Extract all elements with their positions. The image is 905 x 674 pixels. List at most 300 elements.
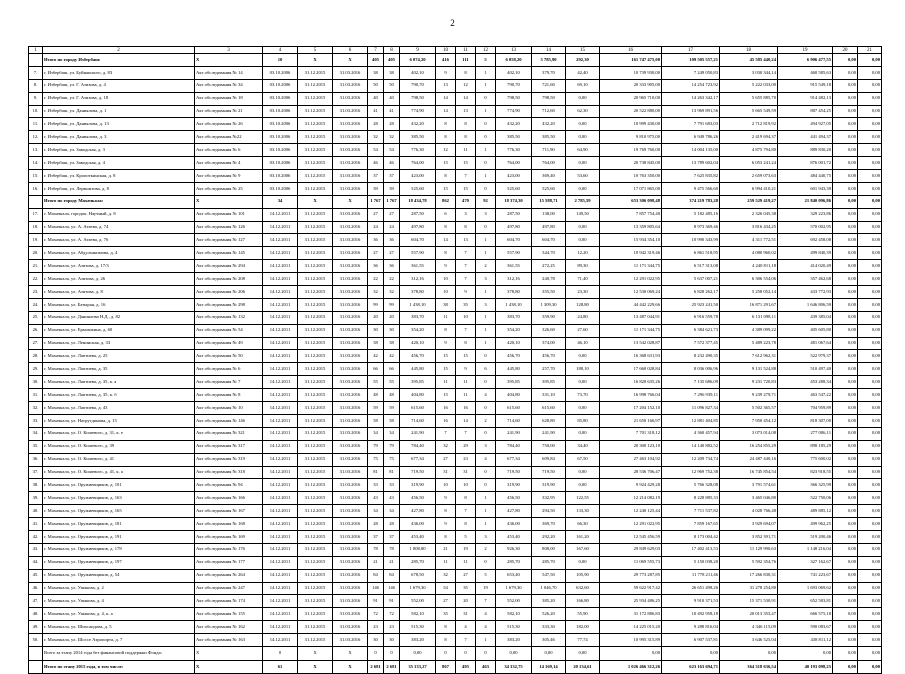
table-cell: 604,70 xyxy=(496,234,532,247)
table-cell: 36 xyxy=(384,234,400,247)
table-cell: 3 073 014,08 xyxy=(720,427,778,440)
table-cell: 31.12.2015 xyxy=(298,582,333,595)
table-cell: 14 225 015,20 xyxy=(600,621,662,634)
table-cell: 31.03.2016 xyxy=(333,208,368,221)
table-row xyxy=(29,376,882,389)
table-row xyxy=(29,311,882,324)
table-cell: 5 637 007,21 xyxy=(662,273,720,286)
table-cell: 133,30 xyxy=(566,505,600,518)
table-cell: 15 xyxy=(456,157,476,170)
table-cell: 31.03.2016 xyxy=(333,298,368,311)
table-cell: 4 xyxy=(476,608,496,621)
table-cell: 395,85 xyxy=(496,376,532,389)
table-cell: 4 xyxy=(476,389,496,402)
table-cell: 0,00 xyxy=(858,144,882,157)
table-cell: г. Махачкала, ул. О. Кошевого, д. 31, к. е xyxy=(43,427,195,440)
table-cell: 0,00 xyxy=(858,298,882,311)
table-cell: 14 xyxy=(456,92,476,105)
table-cell: 570 002,95 xyxy=(778,221,833,234)
table-cell: 552,00 xyxy=(496,595,532,608)
table-cell: г. Избербаш, ул. Буйнакского, д. 83 xyxy=(43,66,195,79)
table-cell: 35 xyxy=(456,582,476,595)
table-cell: 11 069 555,73 xyxy=(600,556,662,569)
table-cell: 0 xyxy=(368,646,384,660)
table-cell: 0,00 xyxy=(566,466,600,479)
table-cell: 14.12.2011 xyxy=(263,492,298,505)
table-cell: 3 791 574,61 xyxy=(720,479,778,492)
table-cell: 31 xyxy=(456,466,476,479)
table-cell: 14.12.2011 xyxy=(263,569,298,582)
table-cell: 1 646 806,59 xyxy=(778,298,833,311)
table-row xyxy=(29,105,882,118)
table-cell: Акт обследования № 162 xyxy=(195,621,263,634)
table-cell: 14.12.2011 xyxy=(263,608,298,621)
table-cell: г. Махачкала, ул. Абдулхакимова, д. 4 xyxy=(43,247,195,260)
table-cell: 5 766 328,08 xyxy=(662,479,720,492)
table-cell: 99 xyxy=(384,298,400,311)
table-cell: 1 xyxy=(476,144,496,157)
table-cell: 59 xyxy=(384,402,400,415)
table-cell: 326,60 xyxy=(532,324,566,337)
table-cell: г. Махачкала, ул. Ушакова, д. 2 xyxy=(43,582,195,595)
table-cell: 0,00 xyxy=(833,66,858,79)
table-cell: Акт обследования № 4 xyxy=(195,157,263,170)
table-cell: 9 xyxy=(436,337,456,350)
table-cell: 14.12.2011 xyxy=(263,479,298,492)
table-cell: 13 xyxy=(456,105,476,118)
table-cell: 11 xyxy=(436,556,456,569)
table-cell: 3 xyxy=(456,208,476,221)
table-cell: 628,80 xyxy=(532,414,566,427)
table-cell: 91 xyxy=(368,595,384,608)
table-cell: 5 182 485,16 xyxy=(662,208,720,221)
table-row xyxy=(29,440,882,453)
table-cell: 510 497,40 xyxy=(778,363,833,376)
table-cell: 420,10 xyxy=(400,337,436,350)
table-cell: 28 536 706,47 xyxy=(600,466,662,479)
table-cell: 615,60 xyxy=(400,402,436,415)
table-cell: 92 xyxy=(476,195,496,208)
table-cell: 361,55 xyxy=(400,260,436,273)
table-cell: 7 xyxy=(456,634,476,647)
table-cell: 7 711 537,82 xyxy=(662,505,720,518)
column-number-header xyxy=(29,47,882,54)
table-row xyxy=(29,157,882,170)
table-cell: 8 xyxy=(456,518,476,531)
table-cell: 402,10 xyxy=(400,66,436,79)
table-cell: 359,90 xyxy=(532,311,566,324)
table-cell: 0,00 xyxy=(833,260,858,273)
table-cell: 03.10.2006 xyxy=(263,92,298,105)
table-cell: 436,00 xyxy=(400,518,436,531)
table-cell: 240,78 xyxy=(532,273,566,286)
table-cell: 463 547,22 xyxy=(778,389,833,402)
table-cell: 14 xyxy=(436,234,456,247)
table-cell: г. Махачкала, ул. Оружиевщиков, д. 101 xyxy=(43,479,195,492)
table-cell: 35 133,27 xyxy=(400,660,436,673)
table-cell: 714,60 xyxy=(496,414,532,427)
table-cell: 12 214 082,19 xyxy=(600,492,662,505)
table-cell: 31.12.2015 xyxy=(298,453,333,466)
table-cell: 149,50 xyxy=(566,208,600,221)
table-cell: 41. xyxy=(29,518,43,531)
table-cell: 439 385,04 xyxy=(778,311,833,324)
table-cell: X xyxy=(298,54,333,67)
table-cell: 14 169,14 xyxy=(532,660,566,673)
table-cell: 557,90 xyxy=(496,247,532,260)
table-cell: 48 xyxy=(368,389,384,402)
table-cell: 0,00 xyxy=(833,195,858,208)
table-cell: 1 693 069,62 xyxy=(778,582,833,595)
table-cell: 14.12.2011 xyxy=(263,453,298,466)
table-cell: 14 004 135,00 xyxy=(662,144,720,157)
table-cell: 1 679,30 xyxy=(496,582,532,595)
table-cell: г. Махачкала, ул. Оружиевщиков, д. 181 xyxy=(43,518,195,531)
table-cell: 128,80 xyxy=(566,298,600,311)
table-cell: 89,30 xyxy=(566,260,600,273)
table-cell: 3 xyxy=(476,530,496,543)
table-cell: г. Махачкала, ул. Ушакова, д. 4, к. а xyxy=(43,608,195,621)
table-cell: 31.03.2016 xyxy=(333,105,368,118)
table-cell: 9 xyxy=(456,363,476,376)
table-cell: 5 785,90 xyxy=(532,54,566,67)
table-cell: Итого по городу Избербаш: xyxy=(43,54,195,67)
table-cell: 23. xyxy=(29,286,43,299)
table-cell: 15 371 530,91 xyxy=(720,595,778,608)
table-cell: 22 xyxy=(368,273,384,286)
table-cell: 385,50 xyxy=(532,131,566,144)
table-cell: 327 162,67 xyxy=(778,556,833,569)
table-cell: 547,50 xyxy=(532,569,566,582)
table-cell: 456,50 xyxy=(496,492,532,505)
table-cell: 79 xyxy=(384,440,400,453)
table-cell: 369,70 xyxy=(532,518,566,531)
table-cell: Акт обследования № 101 xyxy=(195,208,263,221)
table-cell: 0,00 xyxy=(833,182,858,195)
table-cell: 0 xyxy=(476,402,496,415)
table-cell: 14.12.2011 xyxy=(263,311,298,324)
table-cell: 0,00 xyxy=(833,131,858,144)
table-cell: 383,70 xyxy=(400,311,436,324)
table-cell: 0,00 xyxy=(566,157,600,170)
table-cell: Акт обследования № 206 xyxy=(195,286,263,299)
table-cell: г. Махачкала, ул. Азизова, д. 26 xyxy=(43,273,195,286)
table-cell: 2 681 xyxy=(368,660,384,673)
table-cell: 7 xyxy=(456,170,476,183)
column-number: 13 xyxy=(496,47,532,54)
table-cell: 55,90 xyxy=(566,608,600,621)
table-cell: 557,90 xyxy=(400,247,436,260)
table-cell: 30 xyxy=(368,324,384,337)
table-cell: 8 xyxy=(436,621,456,634)
table-cell: 4 xyxy=(476,621,496,634)
table-cell: 287,50 xyxy=(400,208,436,221)
table-cell: 53,60 xyxy=(566,170,600,183)
table-cell: 32 xyxy=(436,569,456,582)
table-cell: 0,00 xyxy=(833,79,858,92)
column-number: 6 xyxy=(333,47,368,54)
table-cell: 0,00 xyxy=(858,505,882,518)
table-cell: 20 xyxy=(456,595,476,608)
table-cell: Акт обследования № 8 xyxy=(195,389,263,402)
table-cell: 652 583,81 xyxy=(778,595,833,608)
table-cell: 525,60 xyxy=(400,182,436,195)
table-cell: Акт обследования № 10 xyxy=(195,402,263,415)
table-cell: 6 861 518,95 xyxy=(662,247,720,260)
table-cell: 35 xyxy=(456,298,476,311)
table-cell: Акт обследования № 166 xyxy=(195,492,263,505)
table-cell: 10 492 958,18 xyxy=(662,608,720,621)
table-cell: Акт обследования № 145 xyxy=(195,247,263,260)
table-cell: г. Махачкала, ул. А. Атаева, д. 74 xyxy=(43,221,195,234)
table-cell: 0,00 xyxy=(858,92,882,105)
table-cell: 3 929 694,07 xyxy=(720,518,778,531)
table-cell: 0,00 xyxy=(858,543,882,556)
table-cell: г. Махачкала, ул. Даниялова Н.Д., д. 82 xyxy=(43,311,195,324)
table-cell: 105,90 xyxy=(566,569,600,582)
table-cell: 2 712 819,92 xyxy=(720,118,778,131)
table-cell: 344,70 xyxy=(532,247,566,260)
table-cell: 27 xyxy=(384,208,400,221)
table-cell: 31.12.2015 xyxy=(298,298,333,311)
table-cell: 31.03.2016 xyxy=(333,337,368,350)
table-cell: 0,00 xyxy=(858,466,882,479)
table-cell: 889 830,20 xyxy=(778,144,833,157)
table-cell: 62,30 xyxy=(566,105,600,118)
table-cell: 9 xyxy=(436,492,456,505)
table-cell: 405 xyxy=(384,54,400,67)
table-cell: 764,00 xyxy=(532,157,566,170)
table-cell: 31.03.2016 xyxy=(333,234,368,247)
table-cell: 8 036 006,96 xyxy=(662,363,720,376)
table-cell: 818 307,00 xyxy=(778,414,833,427)
table-cell: 31.12.2015 xyxy=(298,479,333,492)
table-cell: Акт обследования № 208 xyxy=(195,273,263,286)
table-cell: 704 959,89 xyxy=(778,402,833,415)
table-cell: 9 xyxy=(436,260,456,273)
table-cell: 9 810 975,00 xyxy=(600,131,662,144)
table-cell: 427,80 xyxy=(496,505,532,518)
table-cell: 37. xyxy=(29,466,43,479)
table-cell: 40. xyxy=(29,505,43,518)
table-cell: 27 xyxy=(456,569,476,582)
table-cell: 4 875 794,80 xyxy=(720,144,778,157)
table-cell: 24 xyxy=(384,221,400,234)
table-cell: 14.12.2011 xyxy=(263,621,298,634)
table-cell: Итого по городу Махачкала: xyxy=(43,195,195,208)
table-cell: 16 871 291,67 xyxy=(720,298,778,311)
table-cell: 14.12.2011 xyxy=(263,273,298,286)
table-cell: 17 402 413,53 xyxy=(662,543,720,556)
table-cell: 366 325,99 xyxy=(778,479,833,492)
table-cell: 31.12.2015 xyxy=(298,182,333,195)
table-cell: 42 xyxy=(368,350,384,363)
table-cell: 31.12.2015 xyxy=(298,273,333,286)
table-cell: 0,00 xyxy=(858,569,882,582)
table-cell: г. Махачкала, ул. Азизова, д. 17/3 xyxy=(43,260,195,273)
table-cell: 0,00 xyxy=(858,54,882,67)
table-cell: 0,00 xyxy=(778,646,833,660)
table-cell: 8 xyxy=(436,131,456,144)
table-cell: 99 xyxy=(368,298,384,311)
table-row xyxy=(29,79,882,92)
table-cell: 0,00 xyxy=(858,118,882,131)
table-cell: 2 419 694,37 xyxy=(720,131,778,144)
table-row xyxy=(29,273,882,286)
table-cell: 402,10 xyxy=(496,66,532,79)
table-cell: 50 xyxy=(368,79,384,92)
table-cell: 357 462,68 xyxy=(778,273,833,286)
table-cell: 5 592 354,76 xyxy=(720,556,778,569)
table-cell: 39. xyxy=(29,492,43,505)
table-cell: 0,00 xyxy=(833,350,858,363)
table-cell: 319,90 xyxy=(496,479,532,492)
table-cell: 0,00 xyxy=(858,260,882,273)
table-cell: 9 xyxy=(436,518,456,531)
table-cell: 1 767 xyxy=(384,195,400,208)
table-cell: 31.12.2015 xyxy=(298,389,333,402)
table-cell: 5 150 038,20 xyxy=(662,556,720,569)
table-cell: 522 979,37 xyxy=(778,350,833,363)
table-cell: 27. xyxy=(29,337,43,350)
table-cell: 9 910 371,53 xyxy=(662,595,720,608)
table-cell: 20. xyxy=(29,247,43,260)
table-cell: 32 xyxy=(384,131,400,144)
table-cell: 20 333 905,00 xyxy=(600,79,662,92)
table-cell: 12 xyxy=(456,79,476,92)
table-cell: 24 487 440,16 xyxy=(720,453,778,466)
table-cell: 2 659 073,63 xyxy=(720,170,778,183)
table-cell: 31.12.2015 xyxy=(298,66,333,79)
table-cell: Акт обследования № 25 xyxy=(195,182,263,195)
table-cell: 10 942 319,46 xyxy=(600,247,662,260)
table-cell: 29 xyxy=(456,440,476,453)
table-cell: 481 067,64 xyxy=(778,337,833,350)
table-cell: 374 219 783,28 xyxy=(662,195,720,208)
table-cell: 2 xyxy=(476,260,496,273)
table-cell: 5 489 223,78 xyxy=(720,337,778,350)
table-cell: 37 xyxy=(368,530,384,543)
table-cell: 58 xyxy=(384,414,400,427)
total-row xyxy=(29,54,882,67)
table-row xyxy=(29,543,882,556)
table-cell: 0,00 xyxy=(833,530,858,543)
table-cell: 355,50 xyxy=(532,286,566,299)
table-cell: 7 701 318,12 xyxy=(600,427,662,440)
table-cell: 16 xyxy=(436,402,456,415)
table-cell: 798,50 xyxy=(532,92,566,105)
table-cell: 24 xyxy=(368,221,384,234)
table-cell: 0,00 xyxy=(833,376,858,389)
table-cell: 0,00 xyxy=(833,427,858,440)
table-cell: 0 xyxy=(456,646,476,660)
table-cell: 3 xyxy=(476,208,496,221)
table-cell: 13 487 044,91 xyxy=(600,311,662,324)
table-cell: Акт обследования № 321 xyxy=(195,427,263,440)
table-cell: 0,00 xyxy=(600,646,662,660)
table-cell: Акт обследования № 14 xyxy=(195,66,263,79)
table-cell: 721,60 xyxy=(532,79,566,92)
table-cell: 5 655 885,70 xyxy=(720,92,778,105)
table-cell: 46 xyxy=(368,157,384,170)
table-cell: 31.12.2015 xyxy=(298,402,333,415)
table-cell: 31.12.2015 xyxy=(298,414,333,427)
table-cell: 1 438,10 xyxy=(496,298,532,311)
table-cell: Акт обследования № 21 xyxy=(195,105,263,118)
table-cell: 7. xyxy=(29,66,43,79)
table-cell: 1 xyxy=(476,170,496,183)
table-cell: 23,30 xyxy=(566,286,600,299)
table-cell: 14 xyxy=(436,105,456,118)
table-cell: 1 xyxy=(476,324,496,337)
table-cell: 0,00 xyxy=(833,453,858,466)
table-cell: 46 xyxy=(384,157,400,170)
table-cell: 677,34 xyxy=(400,453,436,466)
table-cell: 31.12.2015 xyxy=(298,595,333,608)
table-cell: 31.03.2016 xyxy=(333,595,368,608)
table-cell: 0,00 xyxy=(858,273,882,286)
table-cell: 8. xyxy=(29,79,43,92)
table-cell: 31.12.2015 xyxy=(298,376,333,389)
table-cell: 653,40 xyxy=(496,569,532,582)
table-cell: X xyxy=(195,54,263,67)
table-cell: 49. xyxy=(29,621,43,634)
table-cell: 5 222 033,00 xyxy=(720,79,778,92)
table-cell: 0 xyxy=(384,646,400,660)
table-cell: 12 291 022,95 xyxy=(600,518,662,531)
table-cell: 7 625 835,82 xyxy=(662,170,720,183)
table-cell: 3 852 391,71 xyxy=(720,530,778,543)
table-cell: 494 927,05 xyxy=(778,118,833,131)
table-cell: 14 xyxy=(436,92,456,105)
table-cell: 241,90 xyxy=(532,427,566,440)
column-number: 5 xyxy=(298,47,333,54)
table-cell: 14.12.2011 xyxy=(263,260,298,273)
table-cell: 6 xyxy=(476,363,496,376)
table-cell: 12 240 125,44 xyxy=(600,505,662,518)
table-cell: 416 xyxy=(436,54,456,67)
table-cell: 8 173 004,42 xyxy=(662,530,720,543)
table-cell: 18. xyxy=(29,221,43,234)
table-cell: 14. xyxy=(29,157,43,170)
table-cell: 374,00 xyxy=(532,337,566,350)
table-cell: 31.03.2016 xyxy=(333,350,368,363)
table-cell: 497,80 xyxy=(532,221,566,234)
table-cell: Акт обследования № 94 xyxy=(195,479,263,492)
table-cell: 404,80 xyxy=(400,389,436,402)
table-cell: 395,85 xyxy=(532,376,566,389)
table-cell: 18 434,78 xyxy=(400,195,436,208)
table-cell: 26. xyxy=(29,324,43,337)
table-cell: 0,00 xyxy=(400,646,436,660)
table-cell: 784,40 xyxy=(496,440,532,453)
table-cell: г. Избербаш, ул. Г. Азизова, д. 18 xyxy=(43,92,195,105)
table-cell: г. Махачкала, ул. О. Кошевого, д. 41, к. а xyxy=(43,466,195,479)
column-number: 4 xyxy=(263,47,298,54)
table-cell: 64,90 xyxy=(566,144,600,157)
table-cell: 6 517 313,08 xyxy=(662,260,720,273)
table-row xyxy=(29,324,882,337)
table-cell: 8 xyxy=(456,131,476,144)
table-cell: 1 xyxy=(476,247,496,260)
table-cell: 17 071 865,00 xyxy=(600,182,662,195)
table-cell: 31.03.2016 xyxy=(333,634,368,647)
table-cell: 0,00 xyxy=(858,518,882,531)
table-row xyxy=(29,530,882,543)
table-cell: 16 254 855,29 xyxy=(720,440,778,453)
table-cell: 405 xyxy=(368,54,384,67)
table-cell: 11 129 990,63 xyxy=(720,543,778,556)
